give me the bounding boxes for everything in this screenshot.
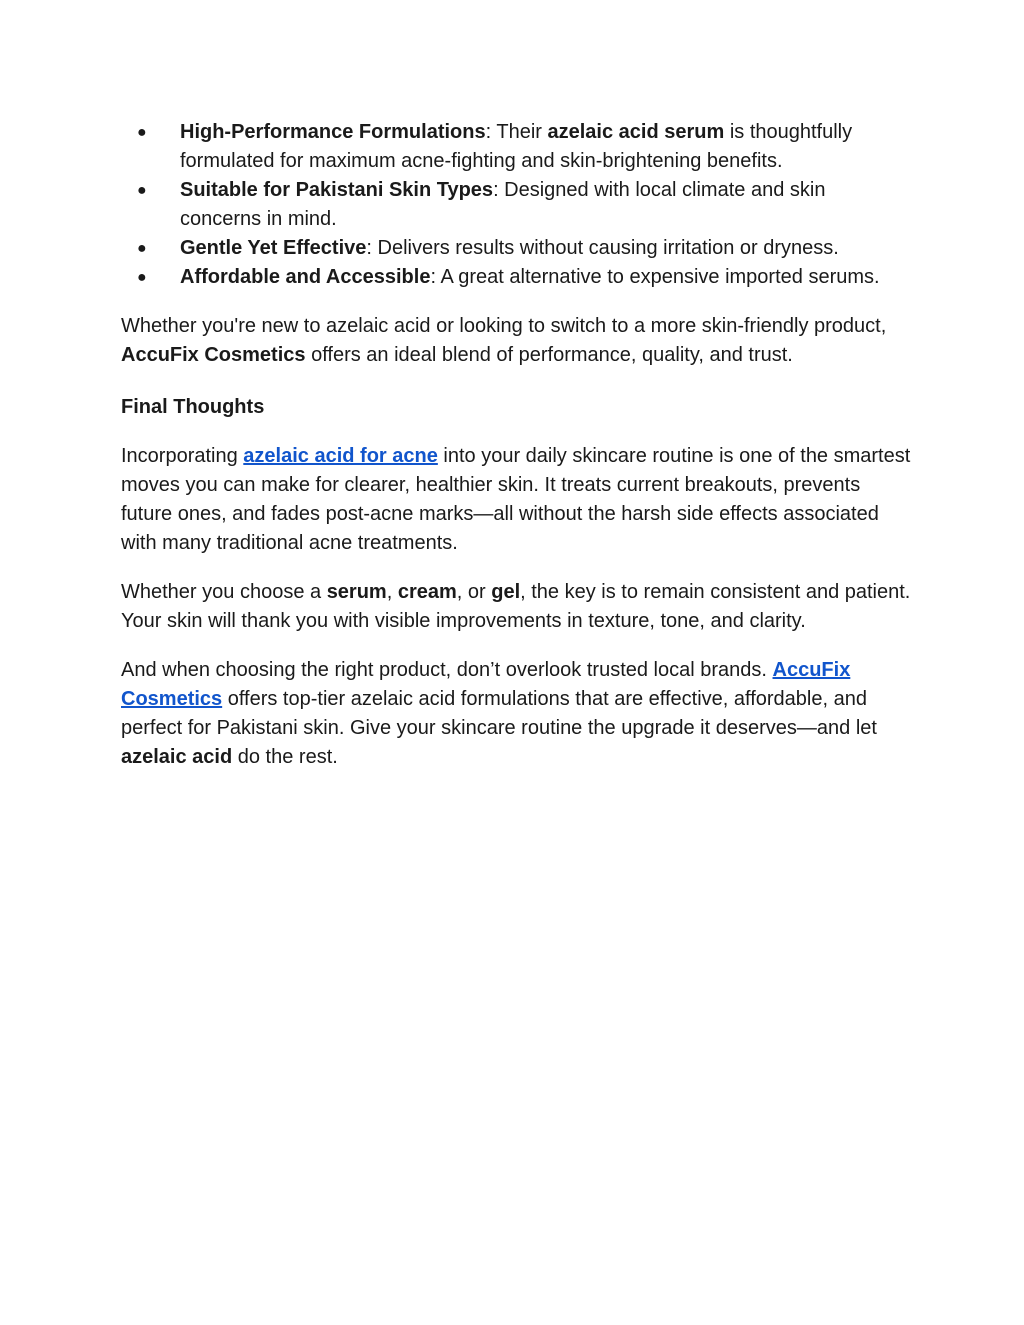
brand-name-bold: AccuFix Cosmetics [121, 344, 306, 366]
paragraph-text: Incorporating [121, 445, 244, 467]
incorporating-paragraph [121, 442, 911, 558]
paragraph-text: , the key is to remain consistent and patient. Your skin will thank you with visible improvements in texture, tone, and clarity. [121, 581, 911, 632]
choose-paragraph [121, 578, 911, 636]
list-item [121, 176, 911, 234]
benefit-text: : Their [485, 121, 548, 143]
brands-paragraph [121, 656, 911, 772]
accufix-cosmetics-link[interactable]: AccuFix Cosmetics [121, 659, 851, 710]
paragraph-text: , [386, 581, 398, 603]
azelaic-acid-for-acne-link[interactable]: azelaic acid for acne [243, 445, 438, 467]
paragraph-text: offers an ideal blend of performance, quality, and trust. [305, 344, 793, 366]
benefit-text: : A great alternative to expensive imported serums. [430, 266, 880, 288]
bullet-icon: ● [137, 182, 147, 199]
final-thoughts-heading: Final Thoughts [121, 396, 265, 418]
bullet-icon: ● [137, 269, 147, 286]
cream-bold: cream [397, 581, 457, 603]
bullet-icon: ● [137, 240, 147, 257]
paragraph-text: Whether you choose a [121, 581, 327, 603]
paragraph-text: do the rest. [232, 746, 338, 768]
list-item [121, 234, 911, 263]
paragraph-text: into your daily skincare routine is one of the smartest moves you can make for clearer, healthier skin. It treats current breakouts, prevents future ones, and fades post-acne marks—all without the harsh side effects associated with many traditional acne treatments. [121, 445, 911, 554]
paragraph-text: , or [456, 581, 492, 603]
benefit-title: Affordable and Accessible [180, 266, 431, 288]
azelaic-acid-bold: azelaic acid [121, 746, 233, 768]
benefit-text: is thoughtfully formulated for maximum acne-fighting and skin-brightening benefits. [180, 121, 853, 172]
benefit-title: Suitable for Pakistani Skin Types [180, 179, 494, 201]
bullet-icon: ● [137, 124, 147, 141]
benefit-title: Gentle Yet Effective [180, 237, 367, 259]
serum-bold: serum [326, 581, 387, 603]
benefit-text: : Designed with local climate and skin concerns in mind. [180, 179, 826, 230]
benefit-title: High-Performance Formulations [180, 121, 486, 143]
paragraph-text: offers top-tier azelaic acid formulations that are effective, affordable, and perfect for Pakistani skin. Give your skincare routine the upgrade it deserves—and let [121, 688, 877, 739]
gel-bold: gel [491, 581, 521, 603]
paragraph-text: And when choosing the right product, don’t overlook trusted local brands. [121, 659, 773, 681]
document-page [121, 118, 911, 772]
list-item [121, 263, 911, 292]
whether-paragraph [121, 312, 911, 370]
list-item [121, 118, 911, 176]
paragraph-text: Whether you're new to azelaic acid or looking to switch to a more skin-friendly product, [121, 315, 887, 337]
benefit-text: : Delivers results without causing irritation or dryness. [366, 237, 839, 259]
benefit-bold: azelaic acid serum [547, 121, 725, 143]
benefits-list [121, 118, 911, 292]
